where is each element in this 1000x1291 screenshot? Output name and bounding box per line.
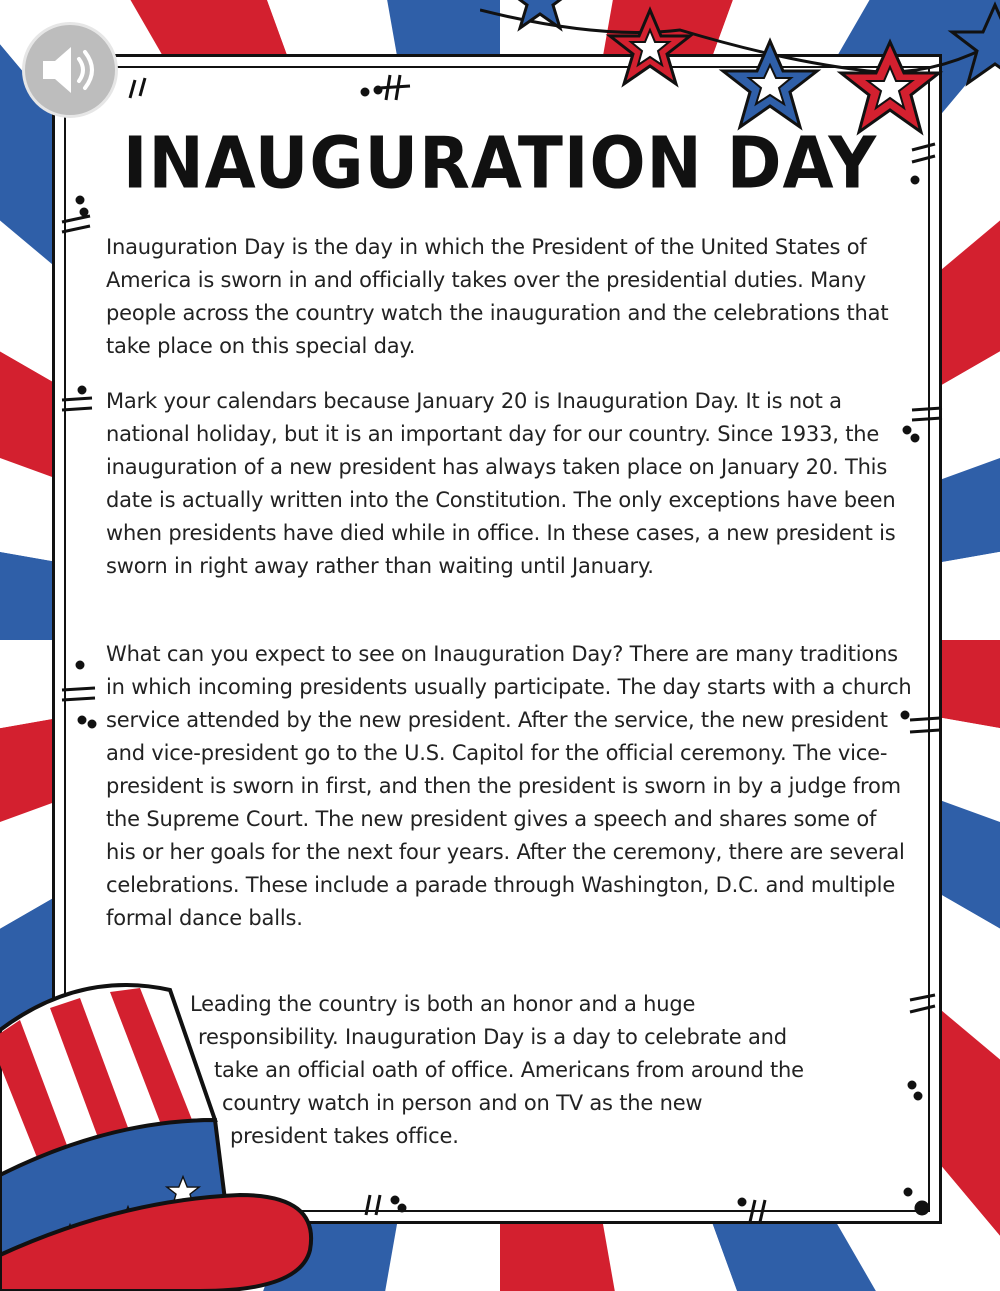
speaker-icon (25, 25, 115, 115)
paragraph-traditions: What can you expect to see on Inauguration Day? There are many traditions in which incoming presidents usually participate. The day starts with a church service attended by the new president. After the service, the new president and vice-president go to the U.S. Capitol for the official ceremony. The vice-president is sworn in first, and then the president is sworn in by a judge from the Supreme Court. The new president gives a speech and shares some of his or her goals for the next four years. After the ceremony, there are several celebrations. These include a parade through Washington, D.C. and multiple formal dance balls. (106, 642, 912, 930)
paragraph-intro: Inauguration Day is the day in which the President of the United States of America is sworn in and officially takes over the presidential duties. Many people across the country watch the inauguration and the celebrations that take place on this special day. (106, 235, 889, 358)
audio-play-button[interactable] (22, 22, 118, 118)
closing-line: responsibility. Inauguration Day is a day to celebrate and (198, 1025, 787, 1049)
closing-line: president takes office. (230, 1124, 459, 1148)
uncle-sam-hat-decoration (0, 970, 320, 1291)
closing-line: country watch in person and on TV as the new (222, 1091, 703, 1115)
closing-line: take an official oath of office. Americans from around the (214, 1058, 804, 1082)
paragraph-date: Mark your calendars because January 20 is Inauguration Day. It is not a national holiday, but it is an important day for our country. Since 1933, the inauguration of a new president has always taken place on January 20. This date is actually written into the Constitution. The only exceptions have been when presidents have died while in office. In these cases, a new president is sworn in right away rather than waiting until January. (106, 389, 896, 578)
closing-line: Leading the country is both an honor and a huge (190, 992, 696, 1016)
page-title: INAUGURATION DAY (122, 121, 878, 206)
